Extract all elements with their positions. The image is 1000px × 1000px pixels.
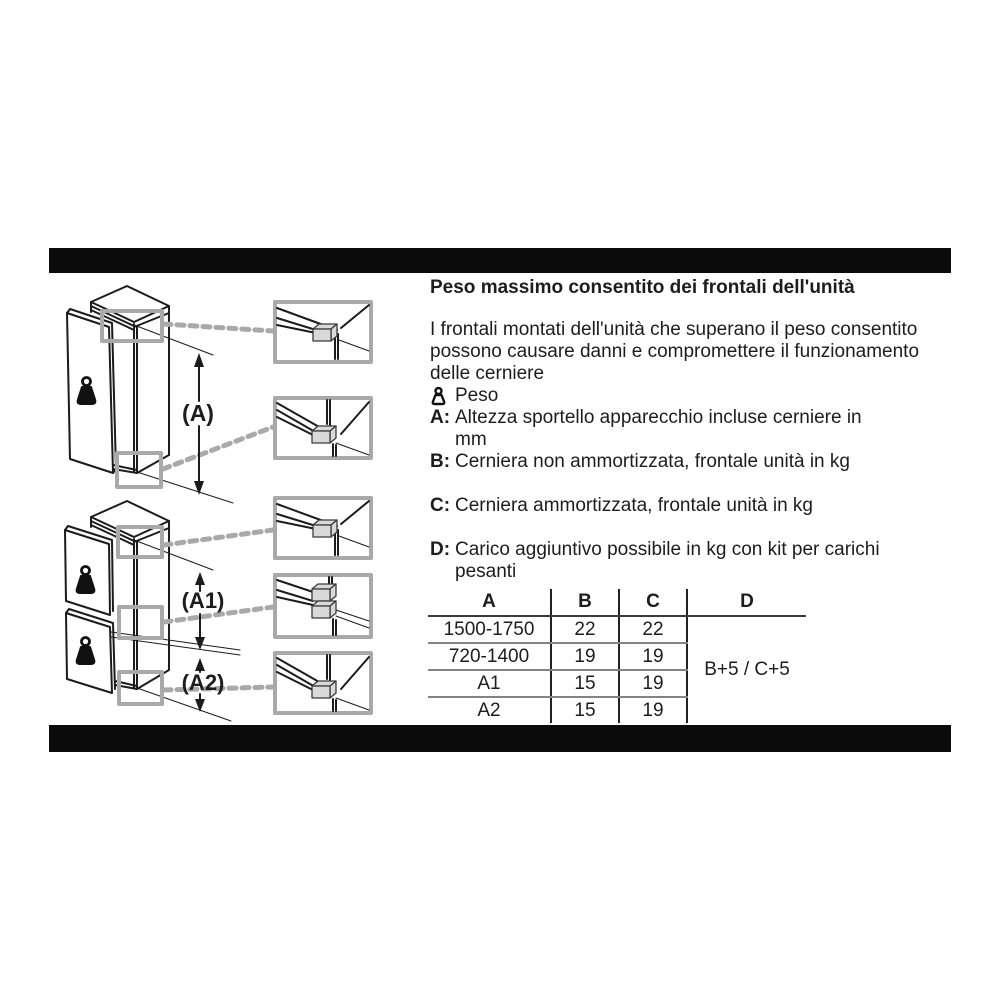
detail-box-bottom-hinge xyxy=(275,398,371,458)
legend-text: mm xyxy=(455,429,487,450)
cell-b: 22 xyxy=(551,616,619,643)
detail-box-top-hinge-2 xyxy=(275,498,371,558)
single-door-appliance-diagram xyxy=(67,286,233,503)
cell-c: 19 xyxy=(619,697,687,723)
col-header-d: D xyxy=(687,589,806,616)
legend-key: A: xyxy=(430,407,451,428)
legend-text: Cerniera non ammortizzata, frontale unità in kg xyxy=(455,451,850,472)
table-row xyxy=(428,616,806,643)
legend-text: pesanti xyxy=(455,561,517,582)
intro-line: possono causare danni e compromettere il funzionamento xyxy=(430,341,920,362)
dim-label-a2: (A2) xyxy=(181,670,225,695)
arrowhead-down xyxy=(195,699,205,712)
cell-b: 15 xyxy=(551,670,619,697)
legend-key: D: xyxy=(430,539,451,560)
page-title: Peso massimo consentito dei frontali dell'unità xyxy=(430,277,855,298)
legend-item-a xyxy=(430,407,946,451)
cell-a: A2 xyxy=(428,697,551,723)
arrowhead-up xyxy=(195,572,205,585)
text-column xyxy=(430,277,946,723)
callout-leader-dashed xyxy=(164,324,273,331)
callout-leader-dashed xyxy=(163,427,273,469)
legend-text: Altezza sportello apparecchio incluse cerniere in xyxy=(455,407,862,428)
top-divider-bar xyxy=(49,248,951,273)
intro-paragraph xyxy=(430,319,946,385)
cell-d-merged: B+5 / C+5 xyxy=(704,659,790,680)
col-header-c: C xyxy=(619,589,687,616)
dim-label-a1: (A1) xyxy=(181,588,225,613)
legend-key: B: xyxy=(430,451,451,472)
legend-item-b xyxy=(430,451,946,473)
middle-hinge-callout xyxy=(119,607,162,638)
cell-a: 1500-1750 xyxy=(428,616,551,643)
table-header-row xyxy=(428,589,806,616)
legend-text: Cerniera ammortizzata, frontale unità in kg xyxy=(455,495,813,516)
cell-c: 22 xyxy=(619,616,687,643)
weight-icon xyxy=(430,387,447,406)
detail-box-bottom-hinge-2 xyxy=(275,653,371,713)
detail-box-top-hinge xyxy=(275,302,371,362)
weight-spec-table xyxy=(428,589,806,723)
bottom-divider-bar xyxy=(49,725,951,752)
detail-box-middle-hinge xyxy=(275,575,371,637)
installation-diagrams xyxy=(49,273,430,725)
intro-line: I frontali montati dell'unità che superano il peso consentito xyxy=(430,319,918,340)
cell-a: 720-1400 xyxy=(428,643,551,670)
legend-key: C: xyxy=(430,495,451,516)
dim-label-a: (A) xyxy=(182,400,214,426)
legend-text: Peso xyxy=(455,385,499,406)
legend-item-c xyxy=(430,495,946,517)
cell-b: 19 xyxy=(551,643,619,670)
callout-leader-dashed xyxy=(164,530,273,545)
cell-c: 19 xyxy=(619,643,687,670)
cell-a: A1 xyxy=(428,670,551,697)
cell-c: 19 xyxy=(619,670,687,697)
hinge-callouts-top xyxy=(102,311,273,487)
intro-line: delle cerniere xyxy=(430,363,545,384)
legend-list xyxy=(430,385,946,583)
legend-text: Carico aggiuntivo possibile in kg con kit per carichi xyxy=(455,539,880,560)
arrowhead-up xyxy=(194,353,204,367)
cell-b: 15 xyxy=(551,697,619,723)
col-header-b: B xyxy=(551,589,619,616)
legend-item-peso xyxy=(430,385,946,407)
legend-item-d xyxy=(430,539,946,583)
col-header-a: A xyxy=(428,589,551,616)
